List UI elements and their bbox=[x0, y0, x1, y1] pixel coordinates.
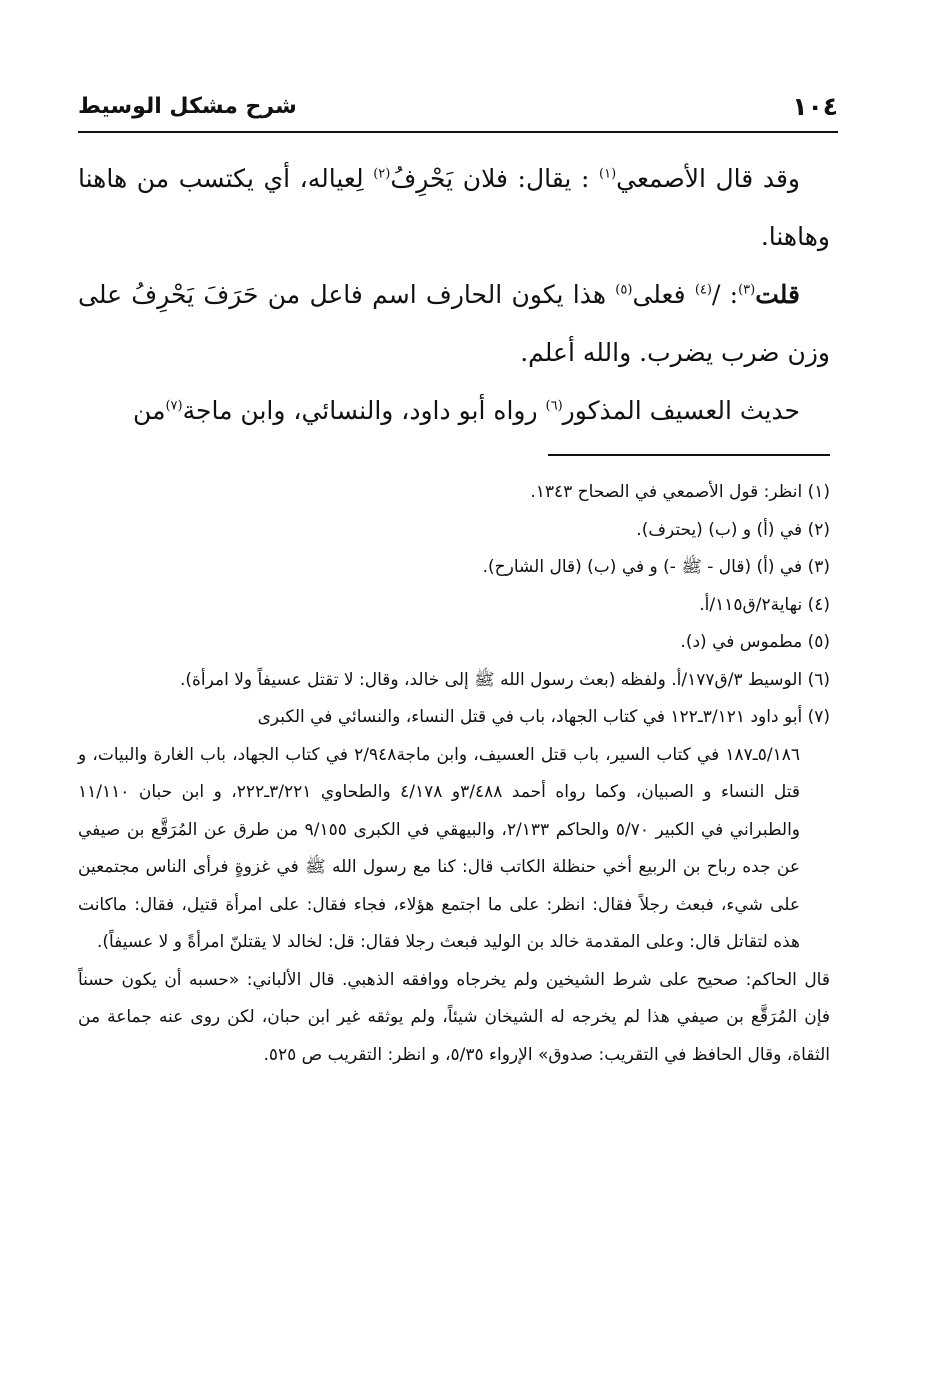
footnote-6: (٦) الوسيط ٣/ق١٧٧/أ. ولفظه (بعث رسول الله ﷺ إلى خالد، وقال: لا تقتل عسيفاً ولا امرأة). bbox=[179, 669, 830, 690]
header-rule bbox=[78, 131, 838, 133]
footnote-marker: (١) bbox=[599, 166, 617, 182]
text-segment: وقد قال الأصمعي bbox=[616, 164, 800, 193]
footnote-2: (٢) في (أ) و (ب) (يحترف). bbox=[636, 519, 830, 540]
text-segment: : يقال: فلان يَحْرِفُ bbox=[390, 164, 590, 193]
main-text bbox=[78, 150, 830, 440]
footnote-7-body: ٥/١٨٦ـ١٨٧ في كتاب السير، باب قتل العسيف، وابن ماجة٢/٩٤٨ في كتاب الجهاد، باب الغارة والبيات، و قتل النساء و الصبيان، وكما رواه أحمد ٣/٤٨٨و ٤/١٧٨ والطحاوي ٣/٢٢١ـ٢٢٢، و ابن حبان ١١/١١٠ والطبراني في الكبير ٥/٧٠ والحاكم ٢/١٣٣، والبيهقي في الكبرى ٩/١٥٥ من طرق عن المُرَقَّع بن صيفي عن جده رباح بن الربيع أخي حنظلة الكاتب قال: كنا مع رسول الله ﷺ في غزوةٍ فرأى الناس مجتمعين على شيء، فبعث رجلاً فقال: انظر: على ما اجتمع هؤلاء، فجاء فقال: على امرأة قتيل، فقال: ماكانت هذه لتقاتل قال: وعلى المقدمة خالد بن الوليد فبعث رجلا فقال: قل: لخالد لا يقتلنّ امرأةً و لا عسيفاً). bbox=[78, 744, 801, 952]
footnote-3: (٣) في (أ) (قال - ﷺ -) و في (ب) (قال الشارح). bbox=[482, 557, 830, 577]
paragraph-hadith bbox=[78, 382, 830, 440]
footnote-marker: (٤) bbox=[694, 282, 712, 298]
footnote-marker: (٥) bbox=[615, 282, 633, 298]
footnote-marker: (٦) bbox=[545, 398, 563, 414]
text-segment: : / bbox=[711, 280, 739, 309]
text-segment: هذا يكون الحارف اسم فاعل من حَرَفَ يَحْرِفُ على وزن ضرب يضرب. والله أعلم. bbox=[78, 280, 830, 367]
footnote-marker: (٧) bbox=[165, 398, 183, 414]
text-segment: حديث العسيف المذكور bbox=[562, 396, 800, 425]
footnote-4: (٤) نهاية٢/ق١١٥/أ. bbox=[699, 594, 830, 615]
footnotes bbox=[78, 474, 830, 1074]
footnote-7-note: قال الحاكم: صحيح على شرط الشيخين ولم يخرجاه ووافقه الذهبي. قال الألباني: «حسبه أن يكون حسناً فإن المُرَقَّع بن صيفي هذا لم يخرجه له الشيخان شيئاً، ولم يوثقه غير ابن حبان، لكن روى عنه جماعة من الثقاة، وقال الحافظ في التقريب: صدوق» الإرواء ٥/٣٥، و انظر: التقريب ص ٥٢٥. bbox=[78, 969, 830, 1065]
footnote-5: (٥) مطموس في (د). bbox=[680, 632, 830, 652]
paragraph-author-note bbox=[78, 266, 830, 382]
running-title: شرح مشكل الوسيط bbox=[78, 94, 297, 119]
footnote-separator bbox=[548, 454, 830, 456]
text-segment: رواه أبو داود، والنسائي، وابن ماجة bbox=[182, 396, 538, 425]
footnote-1: (١) انظر: قول الأصمعي في الصحاح ١٣٤٣. bbox=[530, 482, 830, 502]
paragraph-asmai-quote bbox=[78, 150, 830, 266]
footnote-marker: (٣) bbox=[738, 282, 756, 298]
page-number: ١٠٤ bbox=[792, 92, 838, 121]
text-segment: لِعياله، أي يكتسب من هاهنا وهاهنا. bbox=[78, 164, 830, 251]
footnote-marker: (٢) bbox=[373, 166, 391, 182]
page-header bbox=[78, 92, 838, 136]
text-segment: فعلى bbox=[632, 280, 686, 309]
qult-label: قلت bbox=[755, 280, 800, 309]
footnote-7-first-line: (٧) أبو داود ٣/١٢١ـ١٢٢ في كتاب الجهاد، باب في قتل النساء، والنسائي في الكبرى bbox=[257, 707, 830, 727]
text-segment: من bbox=[133, 396, 166, 425]
